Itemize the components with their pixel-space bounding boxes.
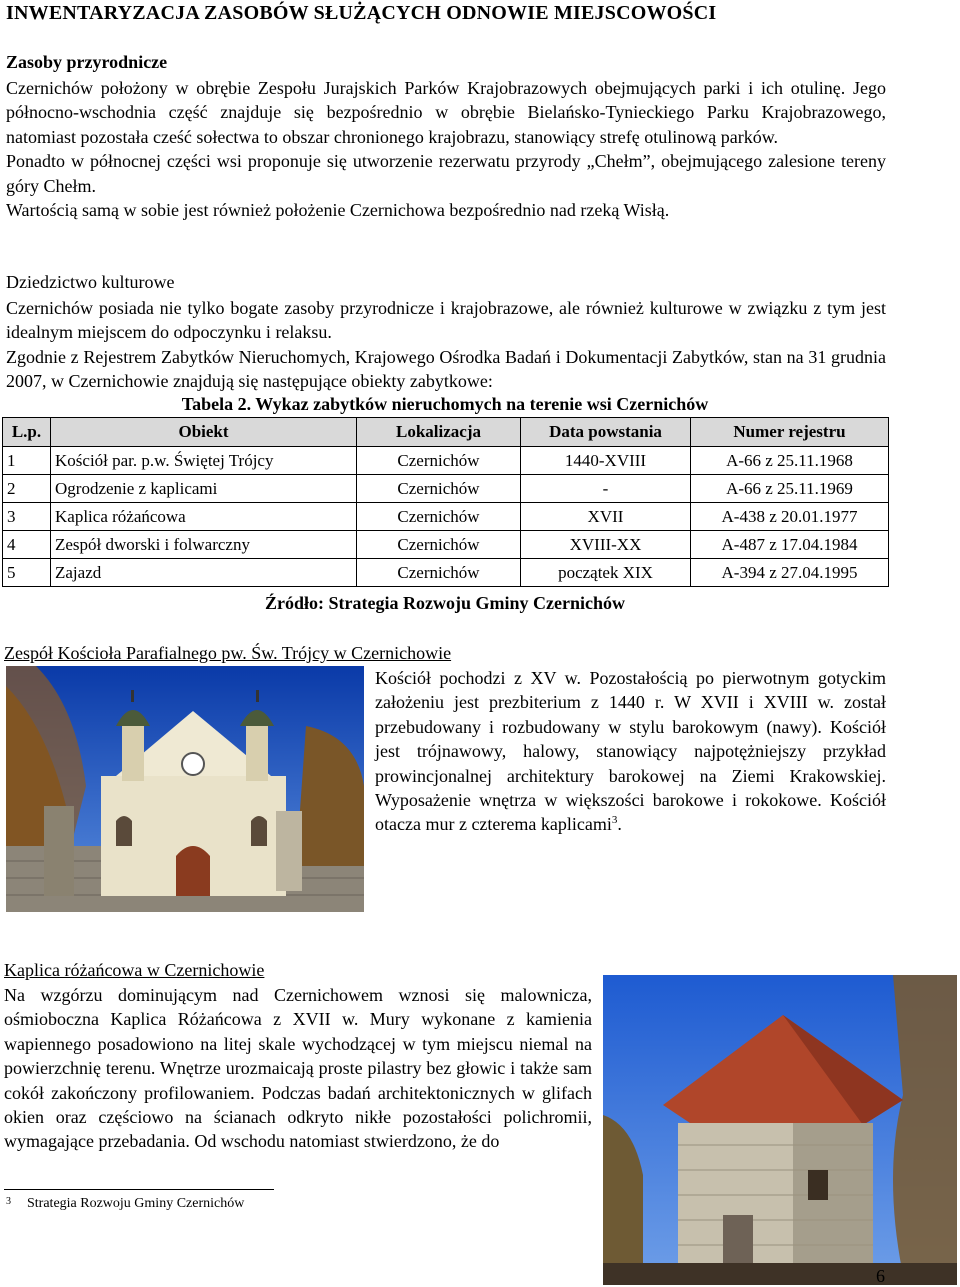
table-cell: 1 bbox=[3, 447, 51, 475]
table-cell: XVIII-XX bbox=[521, 531, 691, 559]
table-header-row bbox=[3, 418, 889, 447]
page-title: INWENTARYZACJA ZASOBÓW SŁUŻĄCYCH ODNOWIE MIEJSCOWOŚCI bbox=[6, 2, 717, 24]
paragraph: Ponadto w północnej części wsi proponuje się utworzenie rezerwatu przyrody „Chełm”, obejmującego zalesione tereny góry Chełm. bbox=[6, 151, 886, 196]
table-cell: - bbox=[521, 475, 691, 503]
column-header: Obiekt bbox=[51, 418, 357, 447]
footnote bbox=[6, 1196, 244, 1212]
table-cell: A-487 z 17.04.1984 bbox=[691, 531, 889, 559]
chapel-description: Na wzgórzu dominującym nad Czernichowem wznosi się malownicza, ośmioboczna Kaplica Różańcowa z XVII w. Mury wykonane z kamienia wapiennego posadowiono na litej skale wychodzącej w tym miejscu niemal na powierzchnię terenu. Wnętrze urozmaicają proste pilastry bez głowic i także sam cokół zakończony profilowaniem. Podczas badań architektonicznych w glifach okien oraz częściowo na ścianach odkryto nikłe pozostałości polichromii, wymagające przebadania. Od wschodu natomiast stwierdzono, że do bbox=[4, 985, 592, 1152]
table-cell: Ogrodzenie z kaplicami bbox=[51, 475, 357, 503]
table-caption: Tabela 2. Wykaz zabytków nieruchomych na terenie wsi Czernichów bbox=[181, 394, 709, 414]
church-heading: Zespół Kościoła Parafialnego pw. Św. Trójcy w Czernichowie bbox=[4, 643, 452, 663]
table-cell: początek XIX bbox=[521, 559, 691, 587]
paragraph: Czernichów posiada nie tylko bogate zasoby przyrodnicze i krajobrazowe, ale również kulturowe w związku z tym jest idealnym miejscem do odpoczynku i relaksu. bbox=[6, 298, 886, 343]
table-cell: A-66 z 25.11.1968 bbox=[691, 447, 889, 475]
table-cell: Czernichów bbox=[357, 559, 521, 587]
church-description: Kościół pochodzi z XV w. Pozostałością po pierwotnym gotyckim założeniu jest prezbiterium z 1440 r. W XVII i XVIII w. został przebudowany i rozbudowany w stylu barokowym (nawy). Kościół jest trójnawowy, halowy, stanowiący najpotężniejszy przykład prowincjonalnej architektury barokowej na Ziemi Krakowskiej. Wyposażenie wnętrza w większości barokowe i rokokowe. Kościół otacza mur z czterema kaplicami$^3$. bbox=[375, 668, 886, 835]
table-cell: Zespół dworski i folwarczny bbox=[51, 531, 357, 559]
paragraph: Wartością samą w sobie jest również położenie Czernichowa bezpośrednio nad rzeką Wisłą. bbox=[6, 200, 670, 221]
table-cell: Kaplica różańcowa bbox=[51, 503, 357, 531]
table-cell: Czernichów bbox=[357, 531, 521, 559]
table-cell: Czernichów bbox=[357, 475, 521, 503]
table-cell: 2 bbox=[3, 475, 51, 503]
table-source: Źródło: Strategia Rozwoju Gminy Czernichów bbox=[265, 593, 625, 613]
table-cell: 1440-XVIII bbox=[521, 447, 691, 475]
table-cell: XVII bbox=[521, 503, 691, 531]
table-cell: 4 bbox=[3, 531, 51, 559]
paragraph: Zgodnie z Rejestrem Zabytków Nieruchomych, Krajowego Ośrodka Badań i Dokumentacji Zabytków, stan na 31 grudnia 2007, w Czernichowie znajdują się następujące obiekty zabytkowe: bbox=[6, 346, 886, 392]
column-header: Data powstania bbox=[521, 418, 691, 447]
page-number: 6 bbox=[876, 1266, 885, 1286]
table-cell: Zajazd bbox=[51, 559, 357, 587]
table-cell: 3 bbox=[3, 503, 51, 531]
footnote-text: Strategia Rozwoju Gminy Czernichów bbox=[27, 1196, 245, 1211]
chapel-photo bbox=[603, 975, 957, 1285]
column-header: L.p. bbox=[3, 418, 51, 447]
chapel-heading: Kaplica różańcowa w Czernichowie bbox=[4, 960, 265, 980]
natural-resources-text bbox=[6, 76, 886, 222]
table-cell: Kościół par. p.w. Świętej Trójcy bbox=[51, 447, 357, 475]
table-row bbox=[3, 447, 889, 475]
table-cell: A-394 z 27.04.1995 bbox=[691, 559, 889, 587]
table-row bbox=[3, 531, 889, 559]
church-text: Kościół pochodzi z XV w. Pozostałością po pierwotnym gotyckim założeniu jest prezbiterium z 1440 r. W XVII i XVIII w. został przebudowany i rozbudowany w stylu barokowym (nawy). Kościół jest trójnawowy, halowy, stanowiący najpotężniejszy przykład prowincjonalnej architektury barokowej na Ziemi Krakowskiej. Wyposażenie wnętrza w większości barokowe i rokokowe. Kościół otacza mur z czterema kaplicami bbox=[375, 668, 886, 835]
paragraph: Czernichów położony w obrębie Zespołu Jurajskich Parków Krajobrazowych obejmujących parki i ich otulinę. Jego północno-wschodnia część znajduje się bezpośrednio w obrębie Bielańsko-Tynieckiego Parku Krajobrazowego, natomiast pozostała cześć sołectwa to obszar chronionego krajobrazu, stanowiący strefę otulinową parków. bbox=[6, 78, 886, 147]
table-row bbox=[3, 503, 889, 531]
monuments-table bbox=[2, 417, 889, 587]
section-heading-cultural-heritage: Dziedzictwo kulturowe bbox=[6, 272, 175, 292]
footnote-separator bbox=[4, 1189, 274, 1190]
footnote-number: 3 bbox=[6, 1196, 11, 1207]
column-header: Numer rejestru bbox=[691, 418, 889, 447]
church-photo bbox=[6, 666, 364, 912]
table-cell: Czernichów bbox=[357, 447, 521, 475]
footnote-reference: 3 bbox=[611, 814, 618, 827]
section-heading-natural-resources: Zasoby przyrodnicze bbox=[6, 52, 168, 72]
table-cell: Czernichów bbox=[357, 503, 521, 531]
table-row bbox=[3, 559, 889, 587]
column-header: Lokalizacja bbox=[357, 418, 521, 447]
table-cell: A-66 z 25.11.1969 bbox=[691, 475, 889, 503]
table-cell: A-438 z 20.01.1977 bbox=[691, 503, 889, 531]
table-cell: 5 bbox=[3, 559, 51, 587]
table-row bbox=[3, 475, 889, 503]
cultural-heritage-text bbox=[6, 296, 886, 394]
